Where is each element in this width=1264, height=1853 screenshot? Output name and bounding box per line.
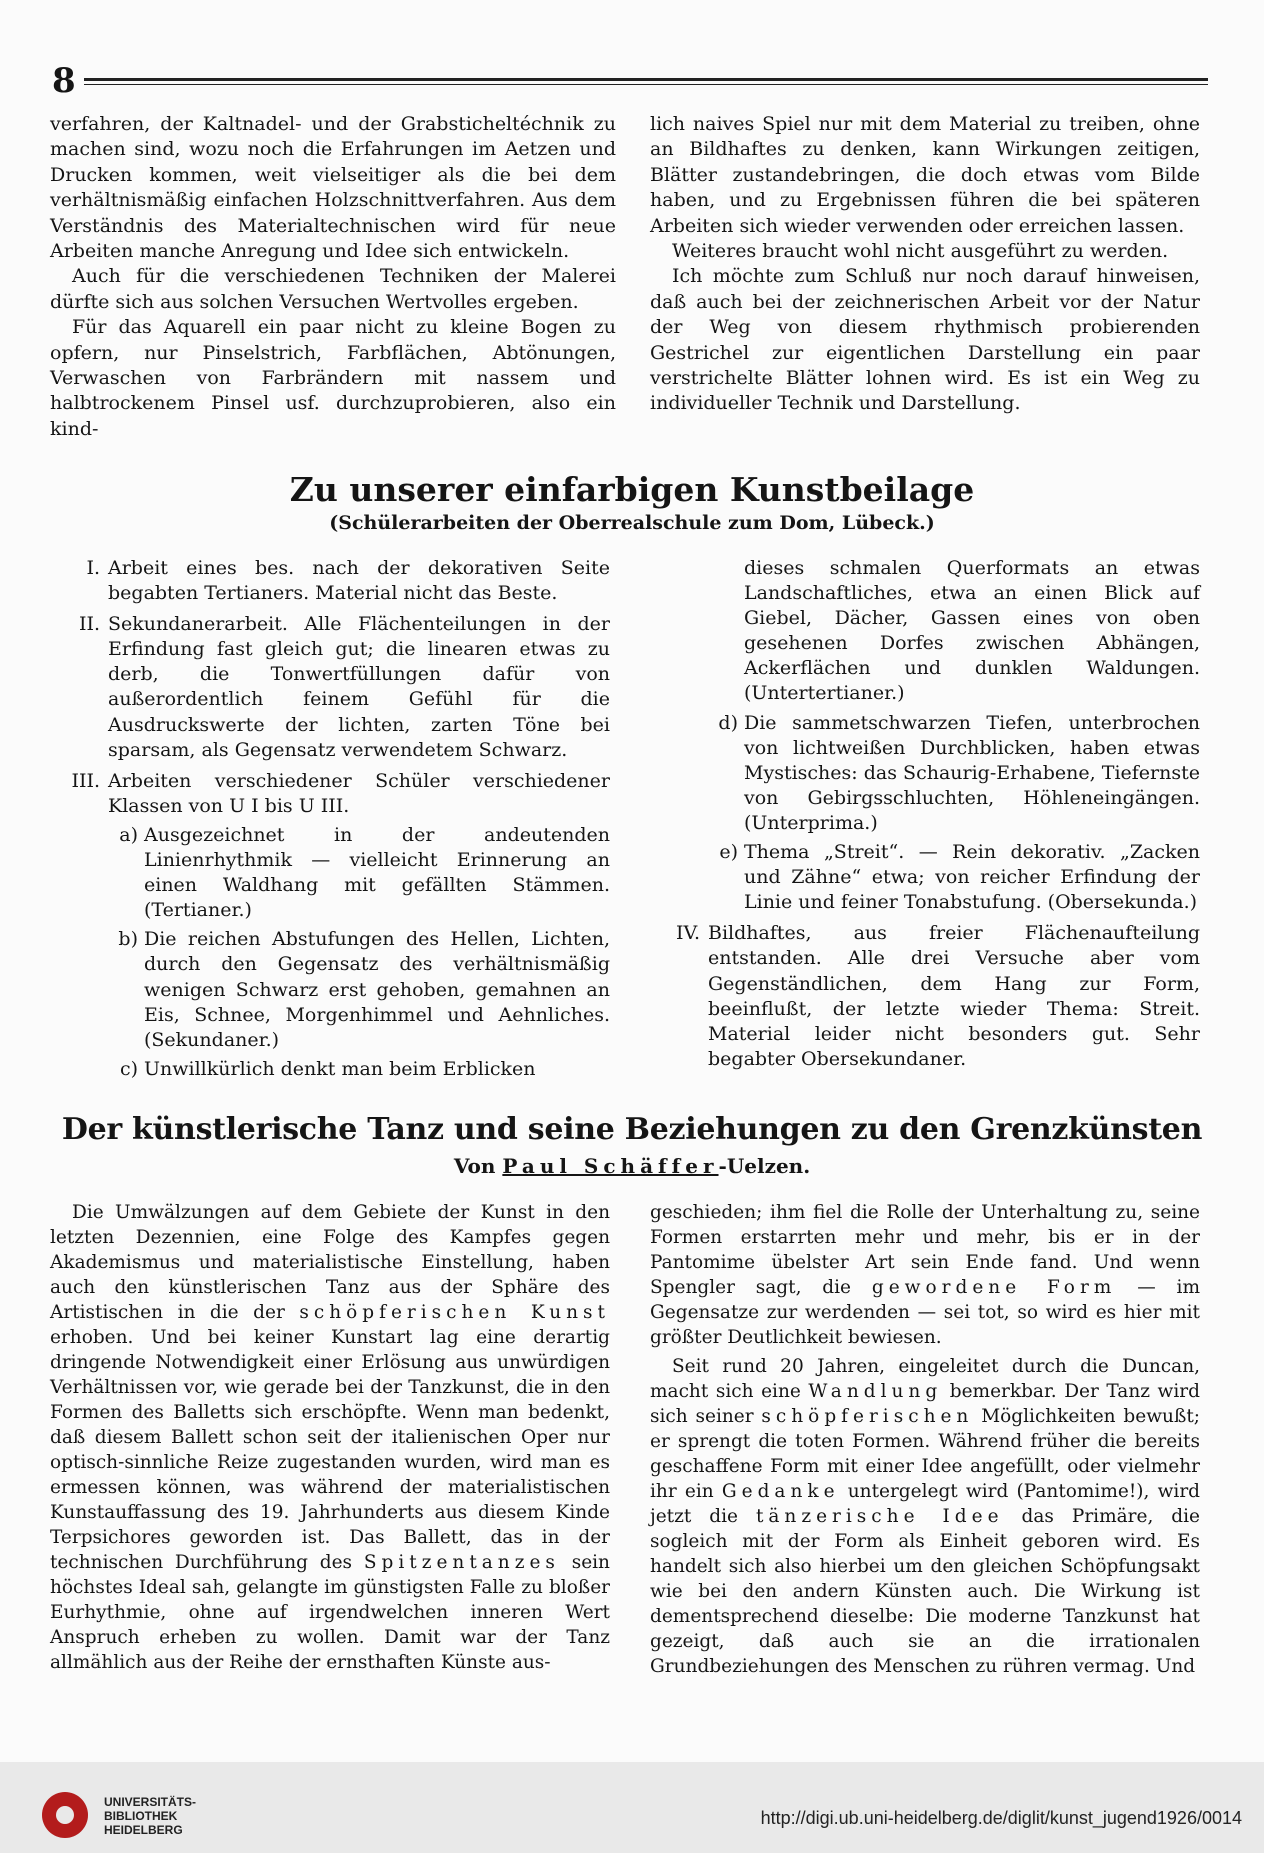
article-author: Paul Schäffer [502,1154,719,1178]
article-title: Der künstlerische Tanz und seine Beziehungen zu den Grenzkünsten [61,1112,1203,1147]
paragraph: Weiteres braucht wohl nicht ausgeführt zu werden. [672,240,1169,263]
header-rule-thin [84,84,1208,85]
kunstbeilage-right-list [650,556,1200,1072]
kunstbeilage-subtitle: (Schülerarbeiten der Oberrealschule zum Dom, Lübeck.) [329,512,935,534]
intro-left-column [50,112,616,442]
source-url-link[interactable]: http://digi.ub.uni-heidelberg.de/diglit/kunst_jugend1926/0014 [760,1808,1242,1828]
list-subitem: d) Die sammetschwarzen Tiefen, unterbrochen von lichtweißen Durchblicken, haben etwas Mystisches: das Schaurig-Erhabene, Tiefernste von Gebirgsschluchten, Höhleneingängen. (Unterprima.) [718,711,1200,834]
list-subitem: e) Thema „Streit“. — Rein dekorativ. „Zacken und Zähne“ etwa; von reicher Erfindung der Linie und feiner Tonabstufung. (Obersekunda.) [719,841,1200,914]
list-item: II. Sekundanerarbeit. Alle Flächenteilungen in der Erfindung fast gleich gut; die linearen etwas zu derb, die Tonwertfüllungen dafür von außerordentlich feinem Gefühl für die Ausdruckswerte der lichten, zarten Töne bei sparsam, als Gegensatz verwendetem Schwarz. [78,613,610,761]
list-item: I. Arbeit eines bes. nach der dekorativen Seite begabten Tertianers. Material nicht das Beste. [86,557,610,605]
list-item: III. Arbeiten verschiedener Schüler verschiedener Klassen von U I bis U III. [71,769,610,817]
list-subitem: c) Unwillkürlich denkt man beim Erblicken [119,1057,536,1080]
article-left-column [50,1200,610,1675]
header-rule [84,78,1208,81]
institution-name: UNIVERSITÄTS- BIBLIOTHEK HEIDELBERG [104,1795,197,1837]
paragraph: geschieden; ihm fiel die Rolle der Unterhaltung zu, seine Formen erstarrten mehr und mehr, bis er in der Pantomime übelster Art sein Ende fand. Und wenn Spengler sagt, die gewordene Form — im Gegensatze zur werdenden — sei tot, so wird es hier mit größter Deutlichkeit bewiesen. [650,1202,1201,1348]
list-subitem: b) Die reichen Abstufungen des Hellen, Lichten, durch den Gegensatz des verhältnismäßig wenigen Schwarz erst gehoben, gemahnen an Eis, Schnee, Morgenhimmel und Aehnliches. (Sekundaner.) [118,928,610,1051]
kunstbeilage-left-list [50,556,610,1082]
kunstbeilage-title: Zu unserer einfarbigen Kunstbeilage [289,470,975,509]
list-subitem: a) Ausgezeichnet in der andeutenden Linienrhythmik — vielleicht Erinnerung an einen Waldhang mit gefällten Stämmen. (Tertianer.) [119,823,610,922]
article-right-column [650,1200,1200,1679]
list-subitem-continued: dieses schmalen Querformats an etwas Landschaftliches, etwa an einen Blick auf Giebel, Dächer, Gassen eines von oben gesehenen Dorfes zwischen Abhängen, Ackerflächen und dunklen Waldungen. (Untertertianer.) [744,557,1200,705]
article-byline [40,1154,1224,1178]
intro-right-column [650,112,1200,417]
paragraph: lich naives Spiel nur mit dem Material zu treiben, ohne an Bildhaftes zu denken, kann Wirkungen zeitigen, Blätter zustandebringen, die doch etwas vom Bilde haben, und zu Ergebnissen führen die bei späteren Arbeiten sich wieder verwenden oder erreichen lassen. [650,113,1200,237]
paragraph: Auch für die verschiedenen Techniken der Malerei dürfte sich aus solchen Versuchen Wertvolles ergeben. [50,265,616,313]
paragraph: Die Umwälzungen auf dem Gebiete der Kunst in den letzten Dezennien, eine Folge des Kampfes gegen Akademismus und materialistische Einstellung, haben auch den künstlerischen Tanz aus der Sphäre des Artistischen in die der schöpferischen Kunst erhoben. Und bei keiner Kunstart lag eine derartig dringende Notwendigkeit einer Erlösung aus unwürdigen Verhältnissen vor, wie gerade bei der Tanzkunst, die in den Formen des Balletts sich erschöpfte. Wenn man bedenkt, daß diesem Ballett schon seit der italienischen Oper nur optisch-sinnliche Reize zugestanden wurden, wird man es ermessen können, was während der materialistischen Kunstauffassung des 19. Jahrhunderts aus diesem Kinde Terpsichores geworden ist. Das Ballett, das in der technischen Durchführung des Spitzentanzes sein höchstes Ideal sah, gelangte im günstigsten Falle zu bloßer Eurhythmie, ohne auf irgendwelchen inneren Wert Anspruch erheben zu wollen. Damit war der Tanz allmählich aus der Reihe der ernsthaften Künste aus- [50,1202,610,1673]
article-place: -Uelzen. [718,1154,811,1178]
paragraph: verfahren, der Kaltnadel- und der Grabsticheltéchnik zu machen sind, wozu noch die Erfahrungen im Aetzen und Drucken kommen, weit vielseitiger als die bei dem verhältnismäßig einfachen Holzschnittverfahren. Aus dem Verständnis des Materialtechnischen wird für neue Arbeiten manche Anregung und Idee sich entwickeln. [50,113,616,263]
list-item: IV. Bildhaftes, aus freier Flächenaufteilung entstanden. Alle drei Versuche aber vom Gegenständlichen, dem Hang zur Form, beeinflußt, der letzte wieder Thema: Streit. Material leider nicht besonders gut. Sehr begabter Obersekundaner. [676,922,1200,1070]
university-logo-center [56,1806,74,1824]
page-number: 8 [52,61,76,101]
paragraph: Für das Aquarell ein paar nicht zu kleine Bogen zu opfern, nur Pinselstrich, Farbflächen, Abtönungen, Verwaschen von Farbrändern mit nassem und halbtrockenem Pinsel usf. durchzuprobieren, also ein kind- [50,316,616,440]
paragraph: Ich möchte zum Schluß nur noch darauf hinweisen, daß auch bei der zeichnerischen Arbeit vor der Natur der Weg von diesem rhythmisch probierenden Gestrichel zur eigentlichen Darstellung ein paar verstrichelte Blätter lohnen wird. Es ist ein Weg zu individueller Technik und Darstellung. [650,265,1200,415]
byline-prefix: Von [453,1154,496,1178]
paragraph: Seit rund 20 Jahren, eingeleitet durch die Duncan, macht sich eine Wandlung bemerkbar. Der Tanz wird sich seiner schöpferischen Möglichkeiten bewußt; er sprengt die toten Formen. Während früher die bereits geschaffene Form mit einer Idee angefüllt, oder vielmehr ihr ein Gedanke untergelegt wird (Pantomime!), wird jetzt die tänzerische Idee das Primäre, die sogleich mit der Form als Einheit geboren wird. Es handelt sich also hierbei um den gleichen Schöpfungsakt wie bei den andern Künsten auch. Die Wirkung ist dementsprechend dieselbe: Die moderne Tanzkunst hat gezeigt, daß auch sie an die irrationalen Grundbeziehungen des Menschen zu rühren vermag. Und [650,1356,1201,1677]
